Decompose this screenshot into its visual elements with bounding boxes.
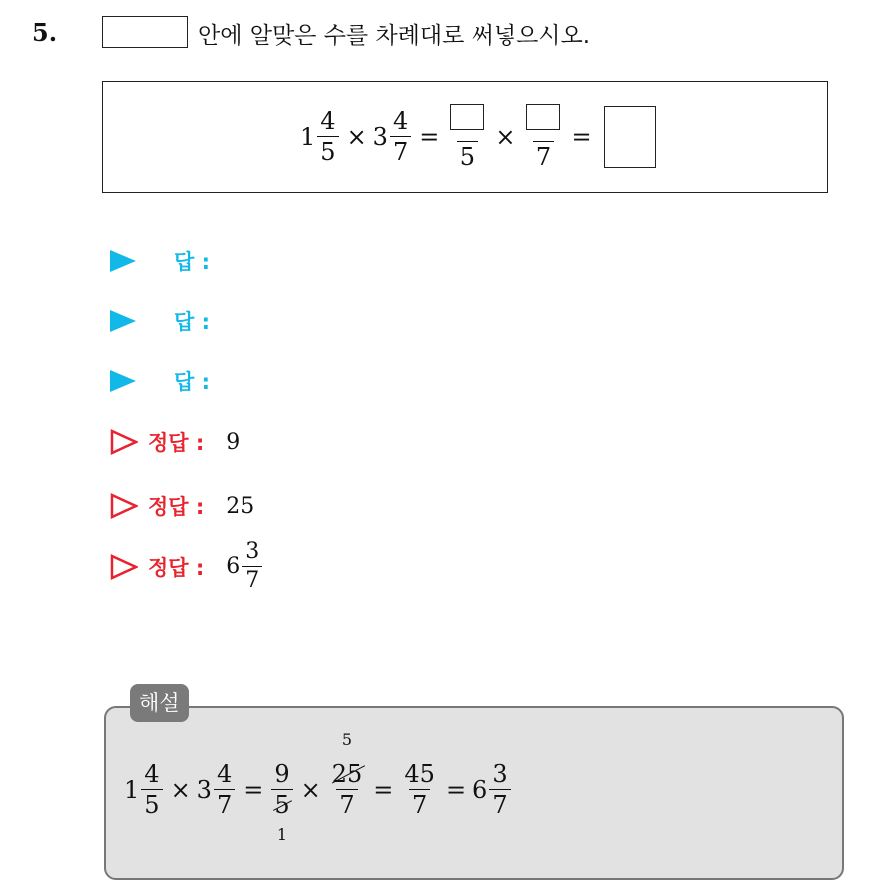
reduced-value: 1	[276, 825, 288, 844]
denominator: 7	[242, 566, 262, 592]
mixed1-fraction	[317, 109, 338, 164]
numerator-blank[interactable]	[526, 104, 560, 130]
whole-part: 1	[124, 775, 140, 804]
blank-fraction-1	[447, 104, 487, 169]
mixed2-fraction	[390, 109, 411, 164]
result-blank[interactable]	[604, 106, 656, 168]
question-number: 5.	[32, 18, 58, 47]
denominator: 7	[214, 789, 235, 817]
answer-label: 답 :	[174, 310, 210, 334]
fraction	[329, 730, 366, 819]
cancelled-denominator: 5	[274, 791, 290, 819]
times-sign: ×	[495, 122, 516, 151]
numerator: 9	[274, 760, 290, 788]
equals-sign: =	[373, 775, 394, 804]
fraction	[489, 762, 510, 817]
equals-sign: =	[571, 122, 592, 151]
question-text: 안에 알맞은 수를 차례대로 써넣으시오.	[198, 23, 591, 49]
correct-mixed-number	[226, 541, 264, 592]
denominator: 7	[409, 789, 430, 817]
answer-label: 답 :	[174, 370, 210, 394]
correct-row-2	[110, 491, 254, 521]
inline-blank-box	[102, 16, 188, 48]
numerator: 3	[245, 539, 260, 564]
answer-row-3	[110, 366, 210, 396]
correct-label: 정답 :	[148, 555, 205, 580]
answer-row-1	[110, 246, 210, 276]
mixed2-whole: 3	[372, 122, 388, 151]
numerator: 4	[320, 107, 336, 135]
outline-triangle-icon	[110, 554, 138, 580]
fraction	[214, 762, 235, 817]
numerator: 3	[492, 760, 508, 788]
times-sign: ×	[170, 775, 191, 804]
answer-row-2	[110, 306, 210, 336]
denominator: 7	[390, 136, 411, 164]
fraction	[271, 760, 292, 844]
play-triangle-icon	[110, 310, 136, 332]
mixed1-whole: 1	[300, 122, 316, 151]
explanation-equation	[124, 730, 513, 844]
numerator: 4	[392, 107, 409, 135]
times-sign: ×	[300, 775, 321, 804]
whole-part: 3	[196, 775, 212, 804]
denominator: 7	[489, 789, 510, 817]
fraction	[401, 762, 438, 817]
correct-row-3	[110, 541, 264, 592]
outline-triangle-icon	[110, 493, 138, 519]
correct-value: 25	[226, 493, 255, 519]
play-triangle-icon	[110, 250, 136, 272]
denominator: 5	[317, 136, 338, 164]
denominator: 5	[141, 789, 162, 817]
outline-triangle-icon	[110, 429, 138, 455]
denominator: 7	[336, 789, 357, 817]
denominator: 7	[533, 141, 554, 169]
equals-sign: =	[419, 122, 440, 151]
times-sign: ×	[346, 122, 367, 151]
equals-sign: =	[445, 775, 467, 804]
denominator: 5	[457, 141, 478, 169]
denominator	[271, 789, 292, 844]
numerator: 4	[216, 760, 233, 788]
correct-label: 정답 :	[148, 431, 205, 455]
blank-fraction-2	[523, 104, 563, 169]
whole-part: 6	[472, 775, 488, 804]
numerator	[329, 730, 366, 789]
fraction	[141, 762, 162, 817]
cancelled-numerator: 25	[331, 760, 363, 788]
numerator-blank[interactable]	[450, 104, 484, 130]
problem-equation	[300, 104, 656, 169]
cancelled-value	[331, 730, 363, 788]
correct-value: 9	[226, 429, 241, 455]
reduced-value: 5	[341, 730, 353, 749]
explanation-tag: 해설	[130, 684, 189, 722]
correct-row-1	[110, 427, 240, 457]
play-triangle-icon	[110, 370, 136, 392]
fraction-part	[242, 541, 262, 592]
cancelled-value	[274, 791, 290, 844]
equals-sign: =	[243, 775, 264, 804]
answer-label: 답 :	[174, 250, 210, 274]
numerator: 4	[144, 760, 160, 788]
whole-part: 6	[226, 554, 241, 579]
correct-label: 정답 :	[148, 495, 205, 519]
numerator: 45	[404, 760, 435, 788]
